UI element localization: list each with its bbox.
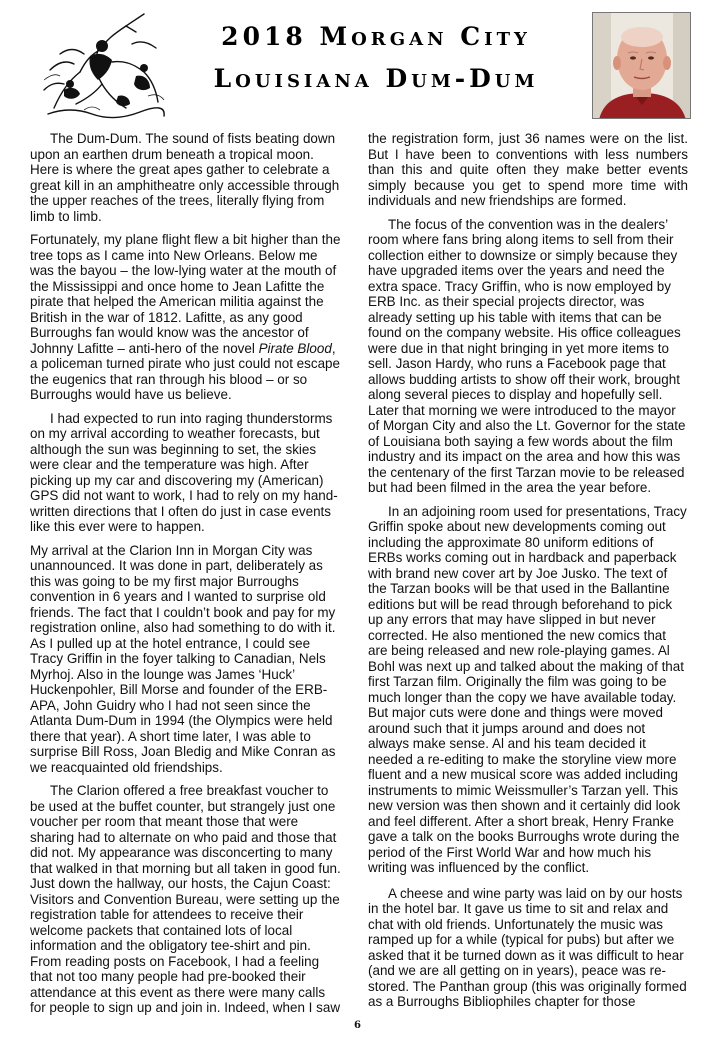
paragraph: My arrival at the Clarion Inn in Morgan City was unannounced. It was done in part, deliberately as this was going to be my first major Burroughs convention in 6 years and I wanted to surprise old friends. The fact that I couldn’t book and pay for my registration online, also had something to do with it. As I pulled up at the hotel entrance, I could see Tracy Griffin in the foyer talking to Canadian, Nels Myrhoj. Also in the lounge was James ‘Huck’ Huckenpohler, Bill Morse and founder of the ERB-APA, John Guidry who I had not seen since the Atlanta Dum-Dum in 1994 (the Olympics were held there that year). A short time later, I was able to surprise Bill Ross, Joan Bledig and Mike Conran as we reacquainted old friendships. (30, 542, 336, 775)
right-column (368, 131, 688, 1018)
article-title-line-2: Louisiana Dum-Dum (213, 64, 539, 93)
paragraph: I had expected to run into raging thunderstorms on my arrival according to weather forecasts, but although the sun was beginning to set, the skies were clear and the temperature was high. After picking up my car and discovering my (American) GPS did not want to work, I had to rely on my hand-written directions that I often do just in case events like this ever were to happen. (30, 410, 338, 534)
paragraph-text: Fortunately, my plane flight flew a bit higher than the tree tops as I came into New Orleans. Below me was the bayou – the low-lying water at the mouth of the Mississippi and once home to Jean Lafitte the pirate that helped the American militia against the British in the war of 1812. Lafitte, as any good Burroughs fan would know was the ancestor of Johnny Lafitte – anti-hero of the novel (30, 232, 341, 356)
tarzan-illustration (40, 10, 168, 122)
article-title-line-1: 2018 Morgan City (221, 22, 531, 51)
paragraph (30, 232, 342, 403)
page-number: 6 (354, 1020, 361, 1031)
author-portrait (592, 12, 691, 119)
paragraph: The Dum-Dum. The sound of fists beating down upon an earthen drum beneath a tropical moon. Here is where the great apes gather to celebrate a great kill in an amphitheatre only accessible through the upper reaches of the trees, literally flying from limb to limb. (30, 131, 340, 224)
paragraph: In an adjoining room used for presentations, Tracy Griffin spoke about new developments coming out including the approximate 80 uniform editions of ERBs works coming out in hardback and paperback with brand new cover art by Joe Jusko. The text of the Tarzan books will be that used in the Ballantine editions but will be read through beforehand to pick up any errors that may have slipped in but never corrected. He also mentioned the new comics that are being released and new role-playing games. Al Bohl was next up and talked about the making of that first Tarzan film. Originally the film was going to be much longer than the copy we have available today. But major cuts were done and things were moved around such that it jumps around and does not always make sense. Al and his team decided it needed a re-editing to make the storyline view more fluent and a new musical score was added including instruments to mimic Weissmuller’s Tarzan yell. This new version was then shown and it certainly did look and feel different. After a short break, Henry Franke gave a talk on the books Burroughs wrote during the period of the First World War and how much his writing was influenced by the conflict. (368, 503, 687, 875)
page-header (0, 0, 715, 128)
paragraph-text: , a policeman turned pirate who just could not escape the eugenics that ran through his blood – or so Burroughs would have us believe. (30, 340, 341, 402)
paragraph: The Clarion offered a free breakfast voucher to be used at the buffet counter, but strangely just one voucher per room that meant those that were sharing had to alternate on who paid and those that did not. My appearance was disconcerting to many that walked in that morning but all taken in good fun. Just down the hallway, our hosts, the Cajun Coast: Visitors and Convention Bureau, were setting up the registration table for attendees to receive their welcome packets that contained lots of local information and the obligatory tee-shirt and pin. From reading posts on Facebook, I had a feeling that not too many people had pre-booked their attendance at this event as there were many calls for people to sign up and join in. Indeed, when I saw (30, 783, 341, 1015)
paragraph: the registration form, just 36 names were on the list. But I have been to conventions with less numbers than this and quite often they make better events simply because you get to spend more time with individuals and new friendships are formed. (368, 131, 688, 208)
novel-title: Pirate Blood (258, 340, 332, 356)
paragraph: The focus of the convention was in the dealers’ room where fans bring along items to sell from their collection either to downsize or simply because they have upgraded items over the years and need the extra space. Tracy Griffin, who is now employed by ERB Inc. as their special projects director, was already setting up his table with items that can be found on the company website. His office colleagues were due in that night bringing in yet more items to sell. Jason Hardy, who runs a Facebook page that allows budding artists to show off their work, brought along several pieces to display and hopefully sell. Later that morning we were introduced to the mayor of Morgan City and also the Lt. Governor for the state of Louisiana both saying a few words about the film industry and its impact on the area and how this was the centenary of the first Tarzan movie to be released but had been filmed in the area the year before. (368, 216, 686, 495)
left-column (30, 131, 342, 1024)
paragraph: A cheese and wine party was laid on by our hosts in the hotel bar. It gave us time to sit and relax and chat with old friends. Unfortunately the music was ramped up for a while (typical for pubs) but after we asked that it be turned down as it was difficult to hear (and we are all getting on in years), peace was re-stored. The Panthan group (this was originally formed as a Burroughs Bibliophiles chapter for those (368, 885, 687, 1009)
